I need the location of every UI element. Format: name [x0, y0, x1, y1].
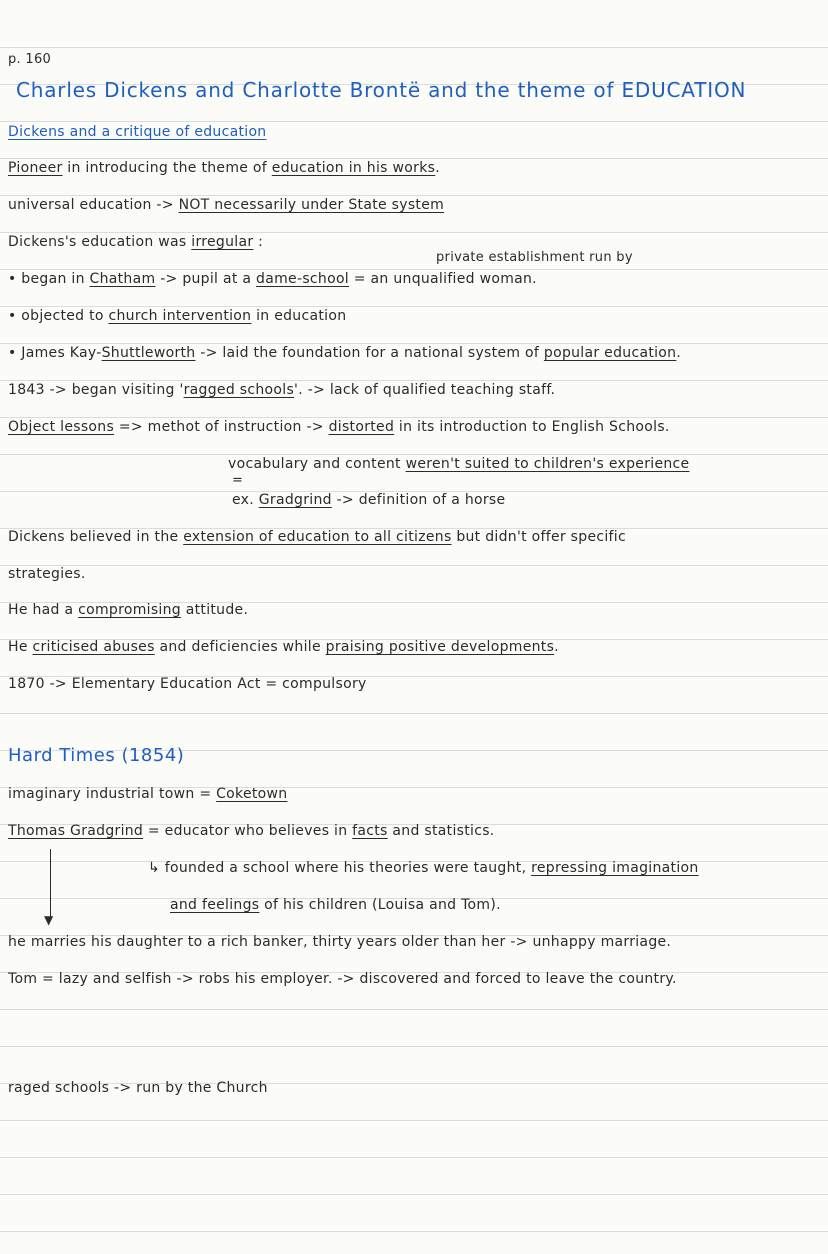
- text: .: [676, 345, 682, 361]
- text: '. -> lack of qualified teaching staff.: [294, 382, 556, 398]
- text: = an unqualified woman.: [349, 271, 537, 287]
- underlined-text: extension of education to all citizens: [183, 529, 452, 545]
- text: ↳ founded a school where his theories were taught,: [148, 860, 532, 876]
- underlined-text: praising positive developments: [325, 639, 555, 655]
- text: -> pupil at a: [155, 271, 257, 287]
- note-line-believed: [8, 528, 626, 546]
- underlined-text: and feelings: [170, 897, 260, 913]
- text: in education: [251, 308, 347, 324]
- text: of his children (Louisa and Tom).: [259, 897, 501, 913]
- section-heading-dickens: [8, 123, 266, 141]
- text: and statistics.: [387, 823, 495, 839]
- text: universal education ->: [8, 197, 179, 213]
- underlined-text: distorted: [328, 419, 395, 435]
- note-line-criticised: [8, 638, 559, 656]
- text: • James Kay-: [8, 345, 102, 361]
- note-line-tom: Tom = lazy and selfish -> robs his employer. -> discovered and forced to leave the country.: [8, 971, 677, 987]
- note-line-strategies: strategies.: [8, 566, 86, 582]
- note-line-compromising: [8, 601, 248, 619]
- underlined-text: compromising: [78, 602, 181, 618]
- section-heading-hard-times: Hard Times (1854): [8, 745, 185, 766]
- text: He had a: [8, 602, 79, 618]
- underlined-text: facts: [352, 823, 388, 839]
- text: attitude.: [180, 602, 249, 618]
- underlined-text: irregular: [191, 234, 254, 250]
- underlined-text: Chatham: [89, 271, 156, 287]
- note-line-object-lessons: [8, 418, 670, 436]
- underlined-text: education in his works: [271, 160, 436, 176]
- note-line-pioneer: [8, 159, 440, 177]
- down-arrow-shaft: [50, 849, 51, 921]
- text: -> definition of a horse: [331, 492, 506, 508]
- text: but didn't offer specific: [451, 529, 626, 545]
- text: :: [253, 234, 264, 250]
- text: imaginary industrial town =: [8, 786, 217, 802]
- text: • began in: [8, 271, 90, 287]
- text: 1843 -> began visiting ': [8, 382, 184, 398]
- text: -> laid the foundation for a national system of: [195, 345, 544, 361]
- underlined-text: Thomas Gradgrind: [8, 823, 144, 839]
- text: vocabulary and content: [228, 456, 406, 472]
- text: => methot of instruction ->: [114, 419, 329, 435]
- annotation-private-establishment: private establishment run by: [436, 250, 633, 265]
- note-line-kay-shuttleworth: [8, 344, 681, 362]
- text: = educator who believes in: [143, 823, 353, 839]
- note-line-church-schools: raged schools -> run by the Church: [8, 1080, 268, 1096]
- underlined-text: weren't suited to children's experience: [405, 456, 690, 472]
- note-line-vocabulary: [228, 455, 689, 473]
- equals-mark: =: [232, 473, 244, 488]
- note-line-chatham: [8, 270, 537, 288]
- note-line-thomas-gradgrind: [8, 822, 495, 840]
- underlined-text: Shuttleworth: [101, 345, 196, 361]
- underlined-text: repressing imagination: [531, 860, 699, 876]
- note-line-feelings: [170, 896, 501, 914]
- down-arrow-icon: ▼: [44, 913, 54, 927]
- note-line-ragged-schools: [8, 381, 555, 399]
- underlined-text: NOT necessarily under State system: [178, 197, 445, 213]
- text: • objected to: [8, 308, 109, 324]
- note-line-education-act: 1870 -> Elementary Education Act = compulsory: [8, 676, 367, 692]
- text: .: [554, 639, 559, 655]
- underlined-text: Coketown: [216, 786, 288, 802]
- text: ex.: [232, 492, 259, 508]
- underlined-text: dame-school: [256, 271, 350, 287]
- underlined-text: Gradgrind: [258, 492, 332, 508]
- note-line-church: [8, 307, 346, 325]
- note-line-marries: he marries his daughter to a rich banker, thirty years older than her -> unhappy marriage.: [8, 934, 672, 950]
- text: .: [435, 160, 440, 176]
- underlined-text: Object lessons: [8, 419, 115, 435]
- text: He: [8, 639, 33, 655]
- note-line-founded-school: [148, 859, 699, 877]
- text: Dickens's education was: [8, 234, 192, 250]
- text: Dickens believed in the: [8, 529, 184, 545]
- page-title: Charles Dickens and Charlotte Brontë and the theme of EDUCATION: [16, 78, 747, 102]
- text: in introducing the theme of: [62, 160, 272, 176]
- underlined-text: popular education: [543, 345, 677, 361]
- page-reference: p. 160: [8, 52, 52, 67]
- note-line-coketown: [8, 785, 287, 803]
- text: in its introduction to English Schools.: [394, 419, 670, 435]
- underlined-text: criticised abuses: [32, 639, 155, 655]
- underlined-text: ragged schools: [183, 382, 295, 398]
- heading-text: Dickens and a critique of education: [8, 124, 267, 140]
- note-line-irregular: [8, 233, 263, 251]
- underlined-text: church intervention: [108, 308, 252, 324]
- note-line-universal: [8, 196, 444, 214]
- underlined-text: Pioneer: [8, 160, 63, 176]
- text: and deficiencies while: [154, 639, 326, 655]
- note-line-horse-definition: [232, 491, 505, 509]
